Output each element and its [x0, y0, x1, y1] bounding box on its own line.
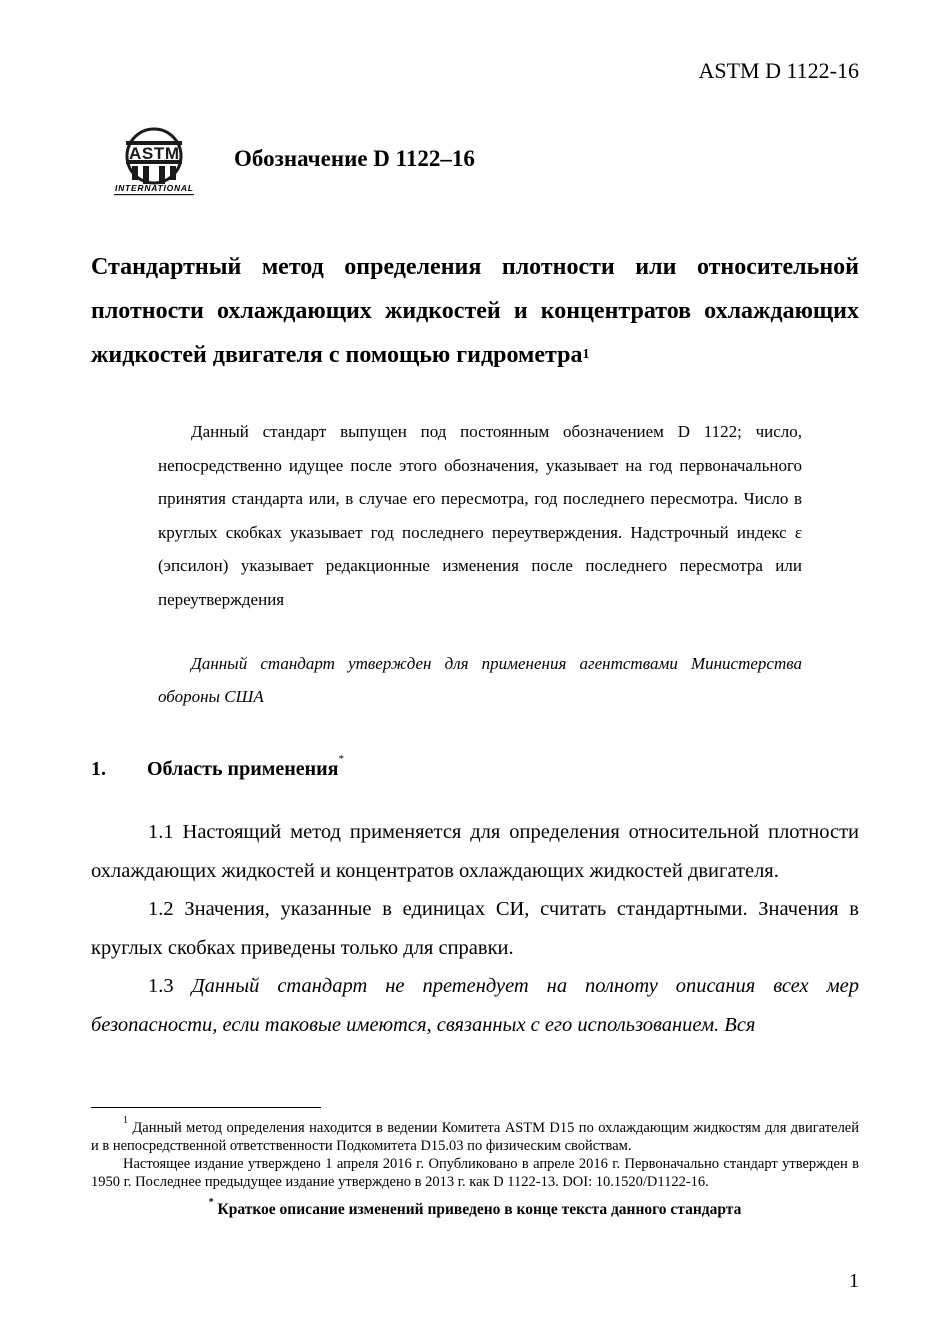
section-footnote-ref: * — [338, 753, 344, 766]
section-number: 1. — [91, 758, 106, 780]
astm-logo — [112, 127, 196, 197]
paragraph-1-2 — [91, 890, 859, 967]
title-footnote-ref: 1 — [582, 347, 590, 362]
issuance-note: Данный стандарт выпущен под постоянным обозначением D 1122; число, непосредственно идущее после этого обозначения, указывает на год первоначального принятия стандарта или, в случае его пересмотра, год последнего пересмотра. Число в круглых скобках указывает год последнего переутверждения. Надстрочный индекс ε (эпсилон) указывает редакционные изменения после последнего пересмотра или переутверждения — [158, 422, 802, 609]
paragraph-text: Настоящий метод применяется для определения относительной плотности охлаждающих жидкостей и концентратов охлаждающих жидкостей двигателя. — [91, 821, 859, 882]
footnote-text: Краткое описание изменений приведено в конце текста данного стандарта — [217, 1200, 742, 1218]
section-1-body — [91, 813, 859, 1044]
paragraph-text: Значения, указанные в единицах СИ, считать стандартными. Значения в круглых скобках приведены только для справки. — [91, 898, 859, 959]
section-title: Область применения — [147, 758, 339, 780]
paragraph-1-1 — [91, 813, 859, 890]
paragraph-number: 1.2 — [148, 898, 174, 920]
footnote-text: Данный метод определения находится в ведении Комитета ASTM D15 по охлаждающим жидкостям для двигателей и в непосредственной ответственности Подкомитета D15.03 по физическим свойствам. — [91, 1119, 859, 1154]
footnote-marker: * — [208, 1196, 214, 1208]
paragraph-number: 1.3 — [148, 975, 174, 997]
designation-heading: Обозначение D 1122–16 — [234, 146, 475, 171]
footnote-2 — [91, 1155, 859, 1191]
footnote-1 — [91, 1115, 859, 1155]
footnote-text: Настоящее издание утверждено 1 апреля 2016 г. Опубликовано в апреле 2016 г. Первоначально стандарт утвержден в 1950 г. Последнее предыдущее издание утверждено в 2013 г. как D 1122-13. DOI: 10.1520/D1122-16. — [91, 1155, 859, 1190]
approval-note: Данный стандарт утвержден для применения агентствами Министерства обороны США — [158, 654, 802, 706]
document-title — [91, 245, 859, 381]
footnote-divider — [91, 1107, 321, 1108]
section-1-heading — [91, 753, 344, 781]
standard-code-header: ASTM D 1122-16 — [698, 58, 859, 83]
title-text: Стандартный метод определения плотности или относительной плотности охлаждающих жидкостей и концентратов охлаждающих жидкостей двигателя с помощью гидрометра — [91, 254, 859, 368]
svg-text:ASTM: ASTM — [129, 144, 179, 163]
page-number: 1 — [849, 1270, 859, 1292]
footnotes — [91, 1115, 859, 1219]
footnote-star — [91, 1197, 859, 1219]
paragraph-number: 1.1 — [148, 821, 174, 843]
svg-text:INTERNATIONAL: INTERNATIONAL — [115, 183, 193, 193]
paragraph-1-3 — [91, 967, 859, 1044]
footnote-marker: 1 — [123, 1115, 128, 1126]
paragraph-text: Данный стандарт не претендует на полноту описания всех мер безопасности, если таковые имеются, связанных с его использованием. Вся — [91, 975, 859, 1036]
